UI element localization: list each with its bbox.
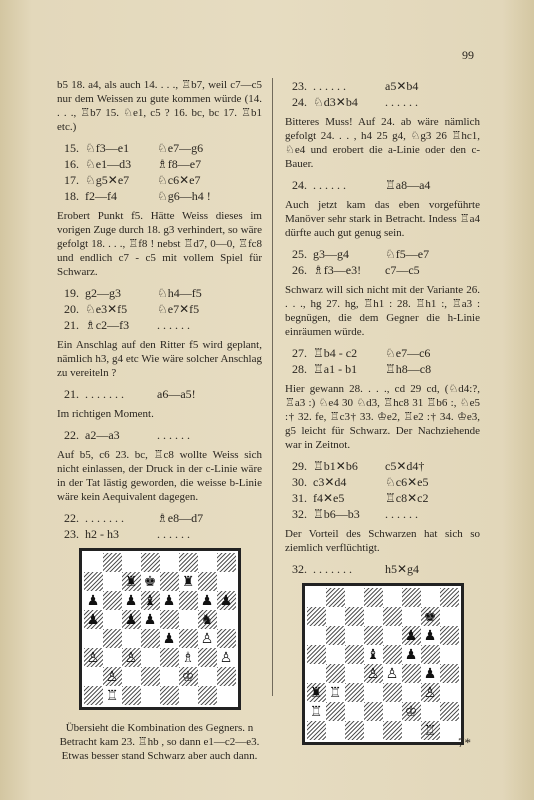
move-row [57, 526, 262, 542]
board-square [440, 664, 459, 683]
board-square [141, 553, 160, 572]
black-move: a5✕b4 [385, 79, 419, 93]
board-square [141, 572, 160, 591]
board-square [160, 686, 179, 705]
board-square [345, 702, 364, 721]
board-square [179, 648, 198, 667]
move-number: 30. [292, 475, 307, 489]
move-number: 19. [64, 286, 79, 300]
move-number: 22. [64, 428, 79, 442]
board-square [440, 607, 459, 626]
left-paragraph-2: Erobert Punkt f5. Hätte Weiss dieses im vorigen Zuge durch 18. g3 verhindert, so wäre gefolgt 18. . . ., ♖f8 ! nebst ♖d7, 0—0, ♖fc8 und endlich c7 - c5 mit vollem Spiel für Schwarz. [57, 210, 262, 278]
move-row [285, 94, 480, 110]
white-move: ♘e3✕f5 [85, 302, 128, 316]
move-number: 16. [64, 157, 79, 171]
move-number: 17. [64, 173, 79, 187]
move-number: 25. [292, 247, 307, 261]
board-square [198, 591, 217, 610]
white-move: ♗f3—e3! [313, 263, 362, 277]
black-move: h5✕g4 [385, 562, 420, 576]
board-square [307, 683, 326, 702]
board-square [141, 610, 160, 629]
board-square [141, 629, 160, 648]
board-square [421, 683, 440, 702]
chess-piece-icon: ♟ [86, 592, 100, 609]
black-move: ♗f8—e7 [157, 157, 202, 171]
board-square [421, 664, 440, 683]
board-square [217, 629, 236, 648]
board-square [326, 588, 345, 607]
board-square [383, 588, 402, 607]
board-square [122, 629, 141, 648]
chess-piece-icon: ♟ [219, 592, 233, 609]
board-square [421, 645, 440, 664]
right-paragraph-2: Auch jetzt kam das eben vorgeführte Manöver sehr stark in Betracht. Indess ♖a4 dürfte auch gut genug sein. [285, 199, 480, 239]
left-paragraph-1: b5 18. a4, als auch 14. . . ., ♖b7, weil c7—c5 nur dem Weissen zu gute kommen würde (14. . . ., ♖b7 15. ♘e1, c5 ? 16. bc, bc 17. ♖b1 etc.) [57, 79, 262, 133]
board-square [326, 607, 345, 626]
black-move: . . . . . . [157, 428, 190, 442]
board-square [198, 610, 217, 629]
move-number: 32. [292, 507, 307, 521]
board-square [307, 607, 326, 626]
board-square [421, 626, 440, 645]
board-square [122, 572, 141, 591]
board-square [364, 702, 383, 721]
left-moves-5 [57, 510, 262, 542]
chess-piece-icon: ♝ [366, 646, 380, 663]
move-row [57, 510, 262, 526]
board-square [179, 572, 198, 591]
left-column [57, 78, 262, 774]
chess-piece-icon: ♙ [200, 630, 214, 647]
white-move: . . . . . . [313, 178, 346, 192]
move-row [57, 427, 262, 443]
black-move: . . . . . . [385, 95, 418, 109]
move-row [57, 140, 262, 156]
move-number: 23. [64, 527, 79, 541]
board-square [402, 702, 421, 721]
board-square [402, 607, 421, 626]
board-square [345, 588, 364, 607]
white-move: ♖a1 - b1 [313, 362, 358, 376]
board-square [103, 686, 122, 705]
move-row [285, 458, 480, 474]
board-square [326, 626, 345, 645]
move-row [285, 361, 480, 377]
board-square [345, 626, 364, 645]
board-square [122, 686, 141, 705]
board-square [160, 591, 179, 610]
left-paragraph-5: Auf b5, c6 23. bc, ♖c8 wollte Weiss sich nicht einlassen, der Druck in der c-Linie wäre in der Tat lästig geworden, die weisse b-Linie wäre kein Aequivalent dagegen. [57, 449, 262, 503]
board-square [198, 686, 217, 705]
move-number: 22. [64, 511, 79, 525]
move-row [285, 246, 480, 262]
move-number: 27. [292, 346, 307, 360]
board-square [383, 626, 402, 645]
chess-piece-icon: ♟ [86, 611, 100, 628]
board-square [307, 664, 326, 683]
board-square [103, 629, 122, 648]
board-square [160, 610, 179, 629]
chess-piece-icon: ♚ [143, 573, 157, 590]
chess-piece-icon: ♙ [86, 649, 100, 666]
white-move: ♖b4 - c2 [313, 346, 358, 360]
black-move: ♘c6✕e5 [385, 475, 429, 489]
board-square [103, 648, 122, 667]
left-moves-3 [57, 386, 262, 402]
black-move: c7—c5 [385, 263, 420, 277]
left-paragraph-6: Übersieht die Kombination des Gegners. n Betracht kam 23. ♖hb , so dann e1—c2—e3. Etwas besser stand Schwarz aber auch dann. [59, 722, 260, 762]
black-move: ♗e8—d7 [157, 511, 204, 525]
left-paragraph-3: Ein Anschlag auf den Ritter f5 wird geplant, nämlich h3, g4 etc Wie wäre solcher Anschlag zu vereiteln ? [57, 339, 262, 379]
board-square [383, 645, 402, 664]
board-square [84, 667, 103, 686]
move-number: 26. [292, 263, 307, 277]
board-square [364, 645, 383, 664]
chess-piece-icon: ♖ [423, 722, 437, 739]
move-row [57, 285, 262, 301]
move-number: 31. [292, 491, 307, 505]
board-square [217, 667, 236, 686]
board-square [421, 702, 440, 721]
board-square [402, 683, 421, 702]
board-square [179, 686, 198, 705]
board-square [345, 645, 364, 664]
chess-piece-icon: ♖ [309, 703, 323, 720]
chess-piece-icon: ♙ [366, 665, 380, 682]
board-square [122, 610, 141, 629]
chess-piece-icon: ♝ [143, 592, 157, 609]
move-row [285, 345, 480, 361]
board-square [84, 648, 103, 667]
black-move: ♘f5—e7 [385, 247, 430, 261]
board-square [217, 686, 236, 705]
white-move: ♘d3✕b4 [313, 95, 358, 109]
board-square [307, 721, 326, 740]
move-row [285, 506, 480, 522]
board-square [402, 626, 421, 645]
chess-piece-icon: ♟ [200, 592, 214, 609]
board-square [103, 553, 122, 572]
chess-piece-icon: ♙ [124, 649, 138, 666]
move-number: 21. [64, 387, 79, 401]
chess-piece-icon: ♟ [143, 611, 157, 628]
board-square [326, 721, 345, 740]
white-move: ♗c2—f3 [85, 318, 130, 332]
board-square [402, 664, 421, 683]
board-square [84, 572, 103, 591]
board-square [103, 591, 122, 610]
white-move: ♘f3—e1 [85, 141, 130, 155]
chess-piece-icon: ♜ [124, 573, 138, 590]
chess-piece-icon: ♜ [309, 684, 323, 701]
board-square [383, 721, 402, 740]
board-square [141, 648, 160, 667]
move-number: 32. [292, 562, 307, 576]
board-square [84, 553, 103, 572]
board-square [198, 648, 217, 667]
board-square [383, 607, 402, 626]
board-square [217, 610, 236, 629]
board-square [440, 626, 459, 645]
chess-piece-icon: ♟ [404, 646, 418, 663]
move-row [285, 177, 480, 193]
chess-piece-icon: ♟ [162, 630, 176, 647]
white-move: . . . . . . . [85, 387, 124, 401]
right-paragraph-3: Schwarz will sich nicht mit der Variante 26. . . ., hg 27. hg, ♖h1 : 28. ♖h1 :, ♖a3 : begnügen, die dem Gegner die h-Linie einräumen würde. [285, 284, 480, 338]
board-square [217, 572, 236, 591]
chess-piece-icon: ♙ [385, 665, 399, 682]
board-square [364, 588, 383, 607]
board-square [160, 553, 179, 572]
board-square [160, 648, 179, 667]
right-paragraph-5: Der Vorteil des Schwarzen hat sich so ziemlich verflüchtigt. [285, 528, 480, 554]
chess-piece-icon: ♟ [423, 627, 437, 644]
chess-piece-icon: ♖ [328, 684, 342, 701]
board-square [345, 683, 364, 702]
board-square [345, 721, 364, 740]
board-square [198, 629, 217, 648]
black-move: . . . . . . [157, 527, 190, 541]
black-move: ♘e7—g6 [157, 141, 204, 155]
board-square [402, 645, 421, 664]
move-row [57, 172, 262, 188]
chess-piece-icon: ♟ [162, 592, 176, 609]
chess-piece-icon: ♙ [219, 649, 233, 666]
move-row [57, 317, 262, 333]
board-square [402, 721, 421, 740]
board-square [217, 648, 236, 667]
board-square [421, 588, 440, 607]
white-move: g3—g4 [313, 247, 349, 261]
right-paragraph-4: Hier gewann 28. . . ., cd 29 cd, (♘d4:?, ♖a3 :) ♘e4 30 ♘d3, ♖hc8 31 ♖b6 :, ♘e5 :† 32. fe, ♖c3† 33. ♔e2, ♖e2 :† 34. ♔e3, g5 leicht für Schwarz. Der Nachziehende war in Zeitnot. [285, 383, 480, 451]
board-square [160, 667, 179, 686]
board-square [326, 702, 345, 721]
board-square [421, 721, 440, 740]
move-number: 20. [64, 302, 79, 316]
board-square [84, 686, 103, 705]
move-row [285, 262, 480, 278]
left-moves-2 [57, 285, 262, 333]
board-square [84, 610, 103, 629]
white-move: . . . . . . . [313, 562, 352, 576]
board-square [440, 702, 459, 721]
black-move: a6—a5! [157, 387, 196, 401]
board-square [160, 572, 179, 591]
right-paragraph-1: Bitteres Muss! Auf 24. ab wäre nämlich gefolgt 24. . . , h4 25 g4, ♘g3 26 ♖hc1, ♘e4 und erobert die a-Linie oder den c-Bauer. [285, 116, 480, 170]
board-square [84, 629, 103, 648]
move-row [285, 78, 480, 94]
chess-piece-icon: ♟ [124, 592, 138, 609]
left-moves-1 [57, 140, 262, 204]
move-row [57, 301, 262, 317]
board-square [84, 591, 103, 610]
white-move: f4✕e5 [313, 491, 345, 505]
board-square [364, 664, 383, 683]
chess-piece-icon: ♜ [181, 573, 195, 590]
chess-piece-icon: ♔ [404, 703, 418, 720]
right-moves-3 [285, 246, 480, 278]
board-square [364, 626, 383, 645]
move-number: 29. [292, 459, 307, 473]
white-move: a2—a3 [85, 428, 120, 442]
board-square [345, 607, 364, 626]
board-square [440, 721, 459, 740]
board-square [307, 645, 326, 664]
board-square [141, 686, 160, 705]
column-divider [272, 78, 273, 696]
move-number: 24. [292, 95, 307, 109]
chess-piece-icon: ♔ [181, 668, 195, 685]
board-square [364, 721, 383, 740]
white-move: c3✕d4 [313, 475, 347, 489]
black-move: ♘c6✕e7 [157, 173, 201, 187]
right-moves-5 [285, 458, 480, 522]
black-move: ♘e7✕f5 [157, 302, 200, 316]
board-square [440, 588, 459, 607]
white-move: . . . . . . . [85, 511, 124, 525]
board-square [307, 702, 326, 721]
move-number: 21. [64, 318, 79, 332]
move-number: 24. [292, 178, 307, 192]
chess-piece-icon: ♟ [404, 627, 418, 644]
white-move: . . . . . . [313, 79, 346, 93]
black-move: ♘g6—h4 ! [157, 189, 211, 203]
move-row [285, 561, 480, 577]
move-number: 15. [64, 141, 79, 155]
move-number: 23. [292, 79, 307, 93]
move-row [285, 490, 480, 506]
move-number: 28. [292, 362, 307, 376]
chess-piece-icon: ♗ [181, 649, 195, 666]
board-square [160, 629, 179, 648]
chess-piece-icon: ♟ [124, 611, 138, 628]
board-square [179, 667, 198, 686]
board-square [122, 667, 141, 686]
board-square [307, 626, 326, 645]
move-number: 18. [64, 189, 79, 203]
board-square [217, 591, 236, 610]
left-paragraph-4: Im richtigen Moment. [57, 408, 154, 420]
board-square [383, 683, 402, 702]
chess-piece-icon: ♞ [200, 611, 214, 628]
right-chess-diagram [302, 583, 464, 745]
board-square [198, 553, 217, 572]
chess-piece-icon: ♚ [423, 608, 437, 625]
black-move: c5✕d4† [385, 459, 425, 473]
move-row [57, 156, 262, 172]
board-square [383, 702, 402, 721]
board-square [179, 553, 198, 572]
board-square [440, 683, 459, 702]
white-move: f2—f4 [85, 189, 117, 203]
page-number: 99 [462, 48, 474, 62]
board-square [383, 664, 402, 683]
move-row [285, 474, 480, 490]
board-square [307, 588, 326, 607]
white-move: ♖b1✕b6 [313, 459, 358, 473]
right-moves-6 [285, 561, 480, 577]
move-row [57, 188, 262, 204]
board-square [402, 588, 421, 607]
board-square [326, 683, 345, 702]
black-move: ♖a8—a4 [385, 178, 431, 192]
board-square [179, 610, 198, 629]
board-square [103, 610, 122, 629]
board-square [421, 607, 440, 626]
white-move: ♖b6—b3 [313, 507, 360, 521]
board-square [345, 664, 364, 683]
chess-piece-icon: ♖ [105, 687, 119, 704]
board-square [179, 591, 198, 610]
board-square [141, 591, 160, 610]
board-square [364, 607, 383, 626]
right-moves-4 [285, 345, 480, 377]
right-moves-2 [285, 177, 480, 193]
board-square [198, 667, 217, 686]
board-square [122, 553, 141, 572]
black-move: ♖c8✕c2 [385, 491, 429, 505]
board-square [103, 667, 122, 686]
board-square [122, 591, 141, 610]
white-move: ♘e1—d3 [85, 157, 132, 171]
black-move: ♘e7—c6 [385, 346, 431, 360]
board-square [217, 553, 236, 572]
black-move: ♖h8—c8 [385, 362, 432, 376]
white-move: g2—g3 [85, 286, 121, 300]
move-row [57, 386, 262, 402]
board-square [440, 645, 459, 664]
board-square [326, 645, 345, 664]
chess-piece-icon: ♙ [423, 684, 437, 701]
board-square [179, 629, 198, 648]
board-square [141, 667, 160, 686]
board-square [198, 572, 217, 591]
board-square [103, 572, 122, 591]
left-moves-4 [57, 427, 262, 443]
black-move: . . . . . . [385, 507, 418, 521]
board-square [326, 664, 345, 683]
black-move: . . . . . . [157, 318, 190, 332]
right-moves-1 [285, 78, 480, 110]
board-square [364, 683, 383, 702]
board-square [122, 648, 141, 667]
chess-piece-icon: ♟ [423, 665, 437, 682]
white-move: ♘g5✕e7 [85, 173, 130, 187]
left-chess-diagram [79, 548, 241, 710]
right-column [285, 78, 480, 751]
signature-mark: 7* [458, 735, 471, 750]
chess-piece-icon: ♙ [105, 668, 119, 685]
black-move: ♘h4—f5 [157, 286, 202, 300]
white-move: h2 - h3 [85, 527, 119, 541]
